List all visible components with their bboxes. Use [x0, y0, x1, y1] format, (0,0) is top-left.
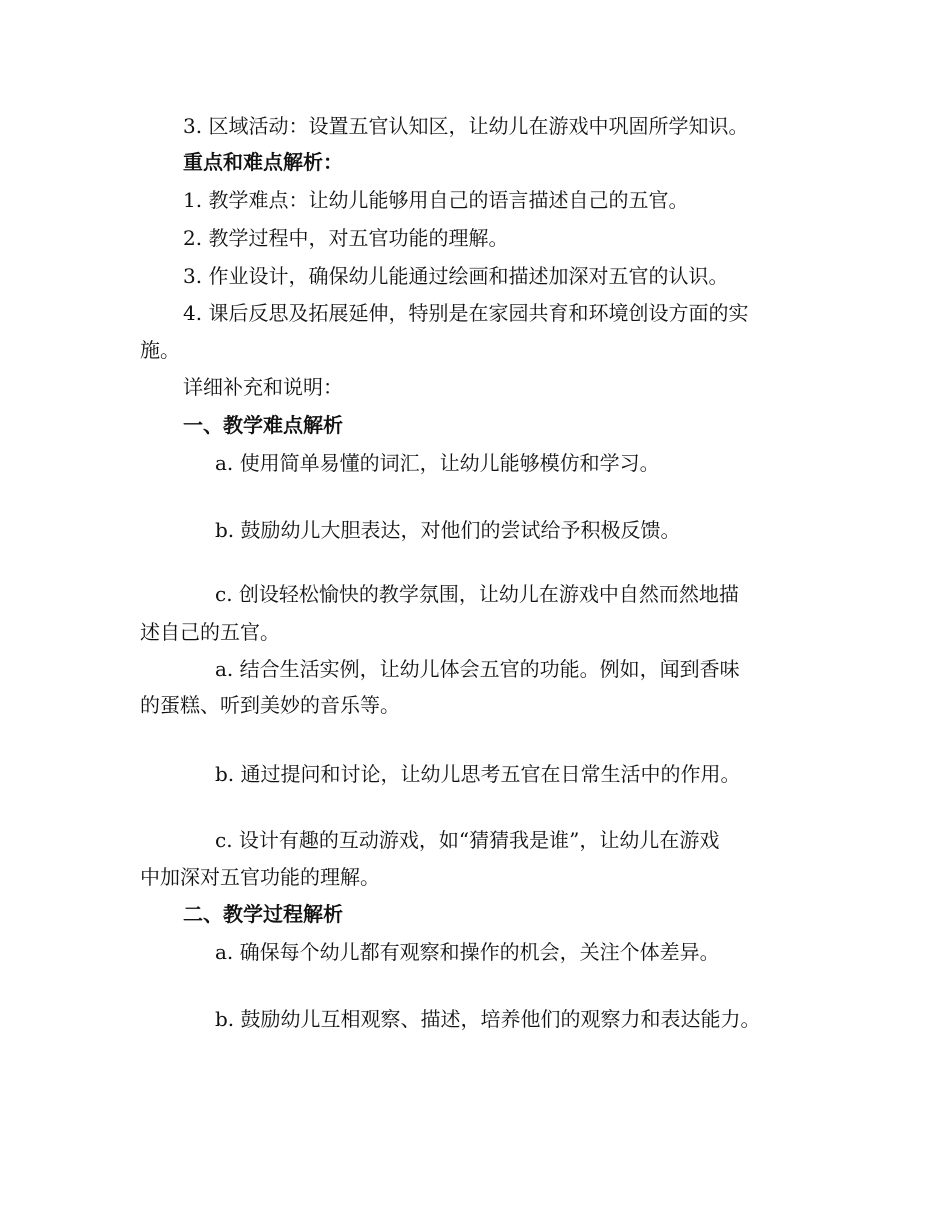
list-item-teaching-process: 2. 教学过程中，对五官功能的理解。 — [183, 226, 509, 250]
list-item-b-mutual-observation: b. 鼓励幼儿互相观察、描述，培养他们的观察力和表达能力。 — [215, 1007, 761, 1031]
list-item-a-life-examples-continued: 的蛋糕、听到美妙的音乐等。 — [140, 693, 400, 717]
list-item-regional-activity: 3. 区域活动：设置五官认知区，让幼儿在游戏中巩固所学知识。 — [183, 114, 749, 138]
list-item-homework-design: 3. 作业设计，确保幼儿能通过绘画和描述加深对五官的认识。 — [183, 264, 729, 288]
list-item-c-atmosphere: c. 创设轻松愉快的教学氛围，让幼儿在游戏中自然而然地描 — [215, 582, 739, 606]
list-item-a-life-examples: a. 结合生活实例，让幼儿体会五官的功能。例如，闻到香味 — [215, 657, 740, 681]
list-item-reflection: 4. 课后反思及拓展延伸，特别是在家园共育和环境创设方面的实 — [183, 301, 749, 325]
list-item-a-simple-vocabulary: a. 使用简单易懂的词汇，让幼儿能够模仿和学习。 — [215, 451, 660, 475]
section-heading-difficulty-analysis: 一、教学难点解析 — [183, 413, 343, 437]
list-item-reflection-continued: 施。 — [140, 338, 180, 362]
list-item-b-encourage-expression: b. 鼓励幼儿大胆表达，对他们的尝试给予积极反馈。 — [215, 518, 681, 542]
section-heading-key-points: 重点和难点解析： — [183, 150, 343, 174]
list-item-teaching-difficulty: 1. 教学难点：让幼儿能够用自己的语言描述自己的五官。 — [183, 188, 689, 212]
list-item-c-interactive-game-continued: 中加深对五官功能的理解。 — [140, 865, 380, 889]
list-item-c-atmosphere-continued: 述自己的五官。 — [140, 620, 280, 644]
paragraph-supplement-heading: 详细补充和说明： — [183, 375, 343, 399]
section-heading-process-analysis: 二、教学过程解析 — [183, 902, 343, 926]
list-item-b-questions-discussion: b. 通过提问和讨论，让幼儿思考五官在日常生活中的作用。 — [215, 762, 741, 786]
list-item-a-observation-chance: a. 确保每个幼儿都有观察和操作的机会，关注个体差异。 — [215, 940, 720, 964]
list-item-c-interactive-game: c. 设计有趣的互动游戏，如“猜猜我是谁”，让幼儿在游戏 — [215, 828, 720, 852]
